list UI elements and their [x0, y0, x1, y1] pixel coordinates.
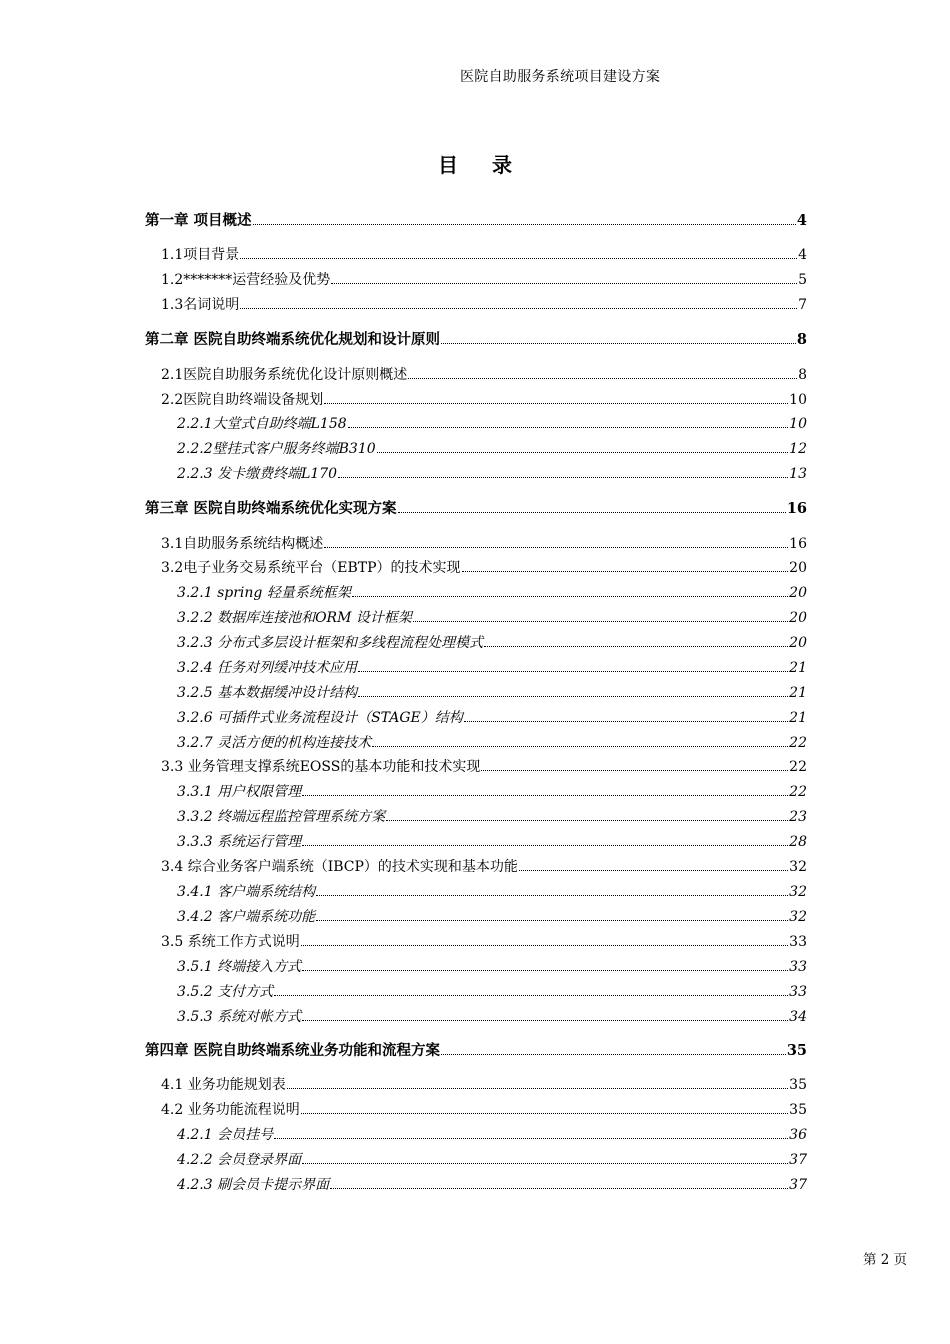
toc-entry-page: 5	[798, 272, 807, 288]
toc-dot-leader	[302, 782, 788, 796]
toc-entry[interactable]	[161, 1075, 807, 1095]
toc-entry[interactable]	[177, 414, 807, 434]
toc-entry-label: 3.2.5 基本数据缓冲设计结构	[177, 685, 358, 701]
toc-entry[interactable]	[177, 708, 807, 728]
toc-entry-label: 3.2.4 任务对列缓冲技术应用	[177, 660, 358, 676]
toc-entry-page: 20	[789, 585, 807, 601]
toc-entry-page: 36	[789, 1127, 807, 1143]
toc-dot-leader	[358, 658, 788, 672]
toc-entry[interactable]	[177, 733, 807, 753]
toc-entry[interactable]	[177, 1125, 807, 1145]
toc-entry-label: 4.2.2 会员登录界面	[177, 1152, 302, 1168]
page-number: 第 2 页	[863, 1252, 908, 1268]
toc-entry[interactable]	[177, 782, 807, 802]
toc-entry-label: 3.3.1 用户权限管理	[177, 784, 302, 800]
toc-entry-label: 3.5.3 系统对帐方式	[177, 1009, 302, 1025]
toc-entry-page: 33	[789, 984, 807, 1000]
toc-entry-page: 10	[789, 392, 807, 408]
toc-dot-leader	[462, 558, 789, 572]
toc-entry-page: 8	[798, 367, 807, 383]
toc-entry[interactable]	[177, 464, 807, 484]
toc-entry-label: 第二章 医院自助终端系统优化规划和设计原则	[145, 331, 441, 348]
toc-entry-page: 22	[789, 784, 807, 800]
toc-entry[interactable]	[161, 245, 807, 265]
toc-entry-page: 37	[789, 1177, 807, 1193]
toc-entry-label: 2.2.2壁挂式客户服务终端B310	[177, 441, 376, 457]
toc-entry-label: 4.1 业务功能规划表	[161, 1077, 286, 1093]
toc-entry[interactable]	[161, 390, 807, 410]
toc-entry[interactable]	[177, 807, 807, 827]
toc-entry[interactable]	[161, 270, 807, 290]
toc-entry-page: 12	[789, 441, 807, 457]
toc-entry[interactable]	[177, 439, 807, 459]
toc-dot-leader	[519, 857, 788, 871]
toc-entry[interactable]	[161, 857, 807, 877]
toc-dot-leader	[302, 1007, 788, 1021]
toc-dot-leader	[331, 270, 797, 284]
toc-entry-label: 4.2.3 刷会员卡提示界面	[177, 1177, 330, 1193]
toc-entry[interactable]	[177, 633, 807, 653]
toc-entry[interactable]	[177, 907, 807, 927]
toc-entry[interactable]	[177, 1150, 807, 1170]
toc-entry[interactable]	[145, 211, 807, 231]
toc-entry-page: 4	[798, 247, 807, 263]
toc-entry-label: 2.2医院自助终端设备规划	[161, 392, 324, 408]
toc-entry[interactable]	[161, 365, 807, 385]
toc-entry-label: 3.2.3 分布式多层设计框架和多线程流程处理模式	[177, 635, 484, 651]
toc-entry-label: 3.1自助服务系统结构概述	[161, 536, 324, 552]
toc-dot-leader	[481, 757, 788, 771]
toc-dot-leader	[377, 439, 789, 453]
toc-entry[interactable]	[161, 1100, 807, 1120]
toc-entry-page: 33	[789, 959, 807, 975]
toc-entry[interactable]	[161, 534, 807, 554]
toc-entry-label: 3.5 系统工作方式说明	[161, 934, 300, 950]
toc-entry[interactable]	[145, 1041, 807, 1061]
toc-entry-label: 3.2电子业务交易系统平台（EBTP）的技术实现	[161, 560, 461, 576]
toc-entry-label: 3.4 综合业务客户端系统（IBCP）的技术实现和基本功能	[161, 859, 518, 875]
toc-entry-page: 21	[789, 685, 807, 701]
toc-entry-page: 28	[789, 834, 807, 850]
toc-entry-page: 33	[789, 934, 807, 950]
running-header: 医院自助服务系统项目建设方案	[460, 69, 661, 85]
toc-dot-leader	[330, 1175, 788, 1189]
toc-dot-leader	[352, 583, 788, 597]
toc-dot-leader	[408, 365, 797, 379]
toc-entry[interactable]	[161, 295, 807, 315]
toc-dot-leader	[441, 1041, 786, 1055]
toc-entry-page: 20	[789, 635, 807, 651]
toc-entry-page: 4	[796, 212, 807, 229]
toc-dot-leader	[464, 708, 788, 722]
toc-entry-label: 2.2.3 发卡缴费终端L170	[177, 466, 338, 482]
toc-entry-page: 7	[798, 297, 807, 313]
toc-entry-page: 13	[789, 466, 807, 482]
toc-dot-leader	[441, 330, 796, 344]
toc-entry[interactable]	[177, 583, 807, 603]
toc-entry[interactable]	[177, 957, 807, 977]
toc-dot-leader	[372, 733, 788, 747]
toc-dot-leader	[324, 390, 788, 404]
toc-entry-page: 22	[789, 759, 807, 775]
toc-entry-label: 3.2.1 spring 轻量系统框架	[177, 585, 351, 601]
toc-entry-label: 1.1项目背景	[161, 247, 240, 263]
toc-entry-page: 35	[786, 1042, 807, 1059]
toc-entry-label: 3.5.1 终端接入方式	[177, 959, 302, 975]
toc-dot-leader	[302, 832, 788, 846]
toc-entry-page: 8	[796, 331, 807, 348]
toc-entry-page: 32	[789, 859, 807, 875]
toc-entry-label: 4.2.1 会员挂号	[177, 1127, 274, 1143]
toc-entry[interactable]	[145, 330, 807, 350]
toc-entry-label: 3.4.2 客户端系统功能	[177, 909, 316, 925]
toc-entry-label: 第三章 医院自助终端系统优化实现方案	[145, 500, 397, 517]
toc-entry[interactable]	[177, 658, 807, 678]
toc-entry-label: 第一章 项目概述	[145, 212, 252, 229]
toc-dot-leader	[301, 1100, 788, 1114]
toc-dot-leader	[274, 1125, 788, 1139]
toc-entry-label: 3.2.6 可插件式业务流程设计（STAGE）结构	[177, 710, 463, 726]
toc-entry-label: 3.2.2 数据库连接池和ORM 设计框架	[177, 610, 412, 626]
toc-entry-label: 2.2.1大堂式自助终端L158	[177, 416, 347, 432]
toc-entry-page: 35	[789, 1102, 807, 1118]
toc-entry[interactable]	[161, 757, 807, 777]
toc-entry[interactable]	[177, 982, 807, 1002]
toc-entry-page: 21	[789, 660, 807, 676]
toc-entry-page: 37	[789, 1152, 807, 1168]
toc-entry[interactable]	[177, 1175, 807, 1195]
toc-entry-page: 23	[789, 809, 807, 825]
toc-dot-leader	[302, 1150, 788, 1164]
toc-entry-page: 21	[789, 710, 807, 726]
toc-entry[interactable]	[177, 1007, 807, 1027]
toc-entry-page: 16	[789, 536, 807, 552]
toc-dot-leader	[240, 245, 797, 259]
toc-dot-leader	[253, 211, 796, 225]
toc-entry-label: 3.3.3 系统运行管理	[177, 834, 302, 850]
toc-entry-page: 10	[789, 416, 807, 432]
toc-dot-leader	[398, 499, 786, 513]
toc-entry-page: 35	[789, 1077, 807, 1093]
toc-dot-leader	[301, 932, 788, 946]
toc-dot-leader	[316, 907, 788, 921]
toc-entry-label: 1.2*******运营经验及优势	[161, 272, 331, 288]
toc-entry[interactable]	[177, 832, 807, 852]
toc-entry-page: 20	[789, 560, 807, 576]
toc-dot-leader	[316, 882, 788, 896]
toc-entry-label: 1.3名词说明	[161, 297, 240, 313]
toc-entry[interactable]	[177, 882, 807, 902]
toc-dot-leader	[413, 608, 788, 622]
toc-dot-leader	[324, 534, 788, 548]
toc-entry-page: 32	[789, 909, 807, 925]
toc-dot-leader	[274, 982, 788, 996]
toc-dot-leader	[338, 464, 788, 478]
toc-entry[interactable]	[177, 608, 807, 628]
toc-entry-label: 3.5.2 支付方式	[177, 984, 274, 1000]
toc-entry[interactable]	[145, 499, 807, 519]
toc-dot-leader	[484, 633, 788, 647]
toc-dot-leader	[348, 414, 789, 428]
toc-entry-page: 22	[789, 735, 807, 751]
toc-entry-page: 16	[786, 500, 807, 517]
toc-entry[interactable]	[161, 932, 807, 952]
toc-entry-label: 3.3 业务管理支撑系统EOSS的基本功能和技术实现	[161, 759, 481, 775]
toc-entry-label: 3.2.7 灵活方便的机构连接技术	[177, 735, 372, 751]
toc-title: 目录	[438, 153, 546, 177]
toc-dot-leader	[287, 1075, 788, 1089]
toc-entry-page: 20	[789, 610, 807, 626]
toc-entry-page: 34	[789, 1009, 807, 1025]
toc-entry[interactable]	[161, 558, 807, 578]
toc-entry-page: 32	[789, 884, 807, 900]
toc-dot-leader	[302, 957, 788, 971]
toc-entry-label: 3.4.1 客户端系统结构	[177, 884, 316, 900]
toc-entry-label: 第四章 医院自助终端系统业务功能和流程方案	[145, 1042, 441, 1059]
toc-dot-leader	[240, 295, 797, 309]
toc-entry[interactable]	[177, 683, 807, 703]
toc-entry-label: 2.1医院自助服务系统优化设计原则概述	[161, 367, 408, 383]
toc-dot-leader	[386, 807, 788, 821]
toc-dot-leader	[358, 683, 788, 697]
toc-entry-label: 4.2 业务功能流程说明	[161, 1102, 300, 1118]
toc-entry-label: 3.3.2 终端远程监控管理系统方案	[177, 809, 386, 825]
